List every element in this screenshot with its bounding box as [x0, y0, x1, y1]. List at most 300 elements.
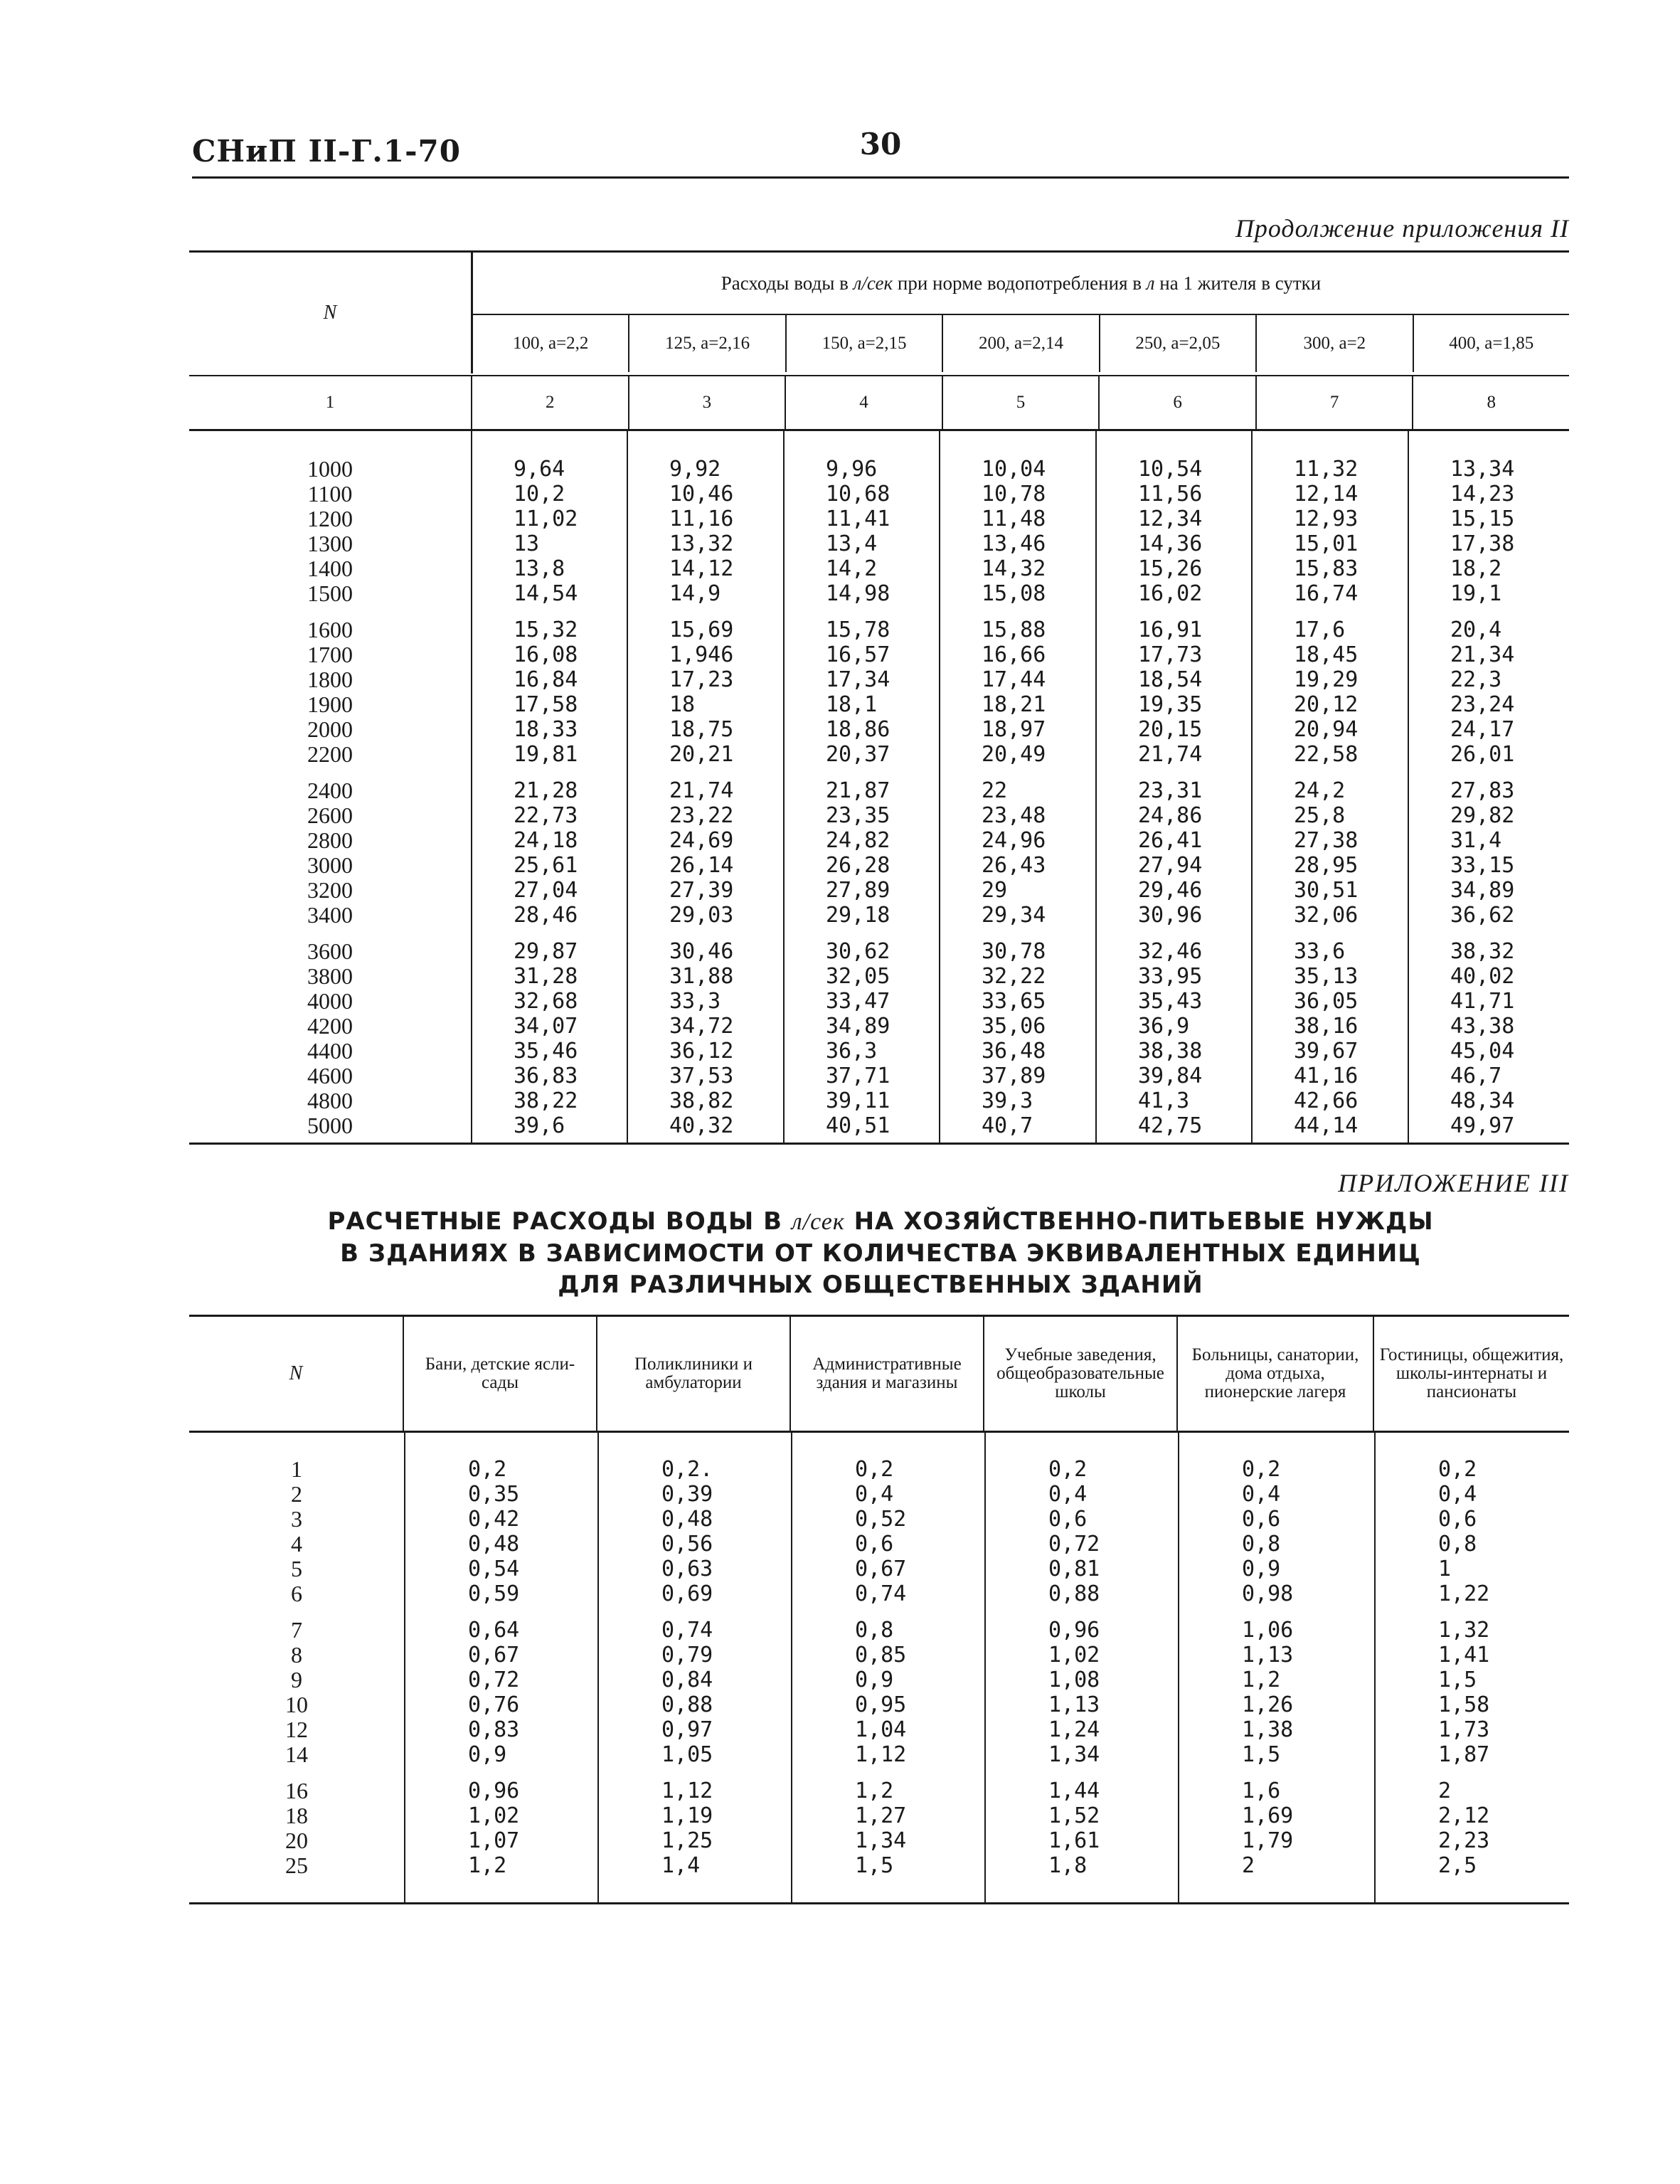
value-cell: 0,84: [661, 1668, 713, 1692]
row-n-cell: 3000: [307, 852, 353, 878]
table-row: [189, 828, 1569, 853]
value-cell: 0,63: [661, 1557, 713, 1581]
value-cell: 0,8: [855, 1618, 894, 1643]
value-cell: 22,3: [1450, 667, 1502, 692]
title-line-1-unit: л/сек: [791, 1209, 845, 1235]
value-cell: 33,3: [669, 989, 721, 1014]
title-line-1-post: НА ХОЗЯЙСТВЕННО-ПИТЬЕВЫЕ НУЖДЫ: [844, 1207, 1434, 1236]
table-row: [189, 1507, 1569, 1532]
group-header-text: [721, 272, 1321, 295]
value-cell: 24,96: [982, 828, 1046, 853]
row-group: [189, 1457, 1569, 1606]
value-cell: 24,18: [514, 828, 578, 853]
table-row: [189, 778, 1569, 803]
value-cell: 14,36: [1138, 531, 1203, 556]
row-n-cell: 1900: [307, 691, 353, 717]
table-row: [189, 1742, 1569, 1767]
value-cell: 27,89: [826, 878, 890, 903]
value-cell: 43,38: [1450, 1014, 1515, 1039]
group-header-post: на 1 жителя в сутки: [1154, 272, 1322, 294]
value-cell: 1,26: [1242, 1692, 1294, 1717]
value-cell: 2,12: [1438, 1803, 1490, 1828]
value-cell: 2,23: [1438, 1828, 1490, 1853]
value-cell: 34,89: [1450, 878, 1515, 903]
value-cell: 39,84: [1138, 1064, 1203, 1088]
appendix-label: ПРИЛОЖЕНИЕ III: [1338, 1169, 1569, 1197]
value-cell: 17,73: [1138, 642, 1203, 667]
value-cell: 19,1: [1450, 581, 1502, 606]
title-line-1-pre: РАСЧЕТНЫЕ РАСХОДЫ ВОДЫ В: [327, 1207, 792, 1236]
value-cell: 0,2: [1048, 1457, 1088, 1482]
value-cell: 22: [982, 778, 1008, 803]
column-header: Учебные заведения, общеобразовательные школы: [984, 1317, 1178, 1431]
value-cell: 0,2.: [661, 1457, 713, 1482]
value-cell: 18,2: [1450, 556, 1502, 581]
value-cell: 0,59: [468, 1581, 520, 1606]
value-cell: 18,75: [669, 717, 734, 742]
value-cell: 9,64: [514, 457, 565, 482]
row-n-cell: 4200: [307, 1013, 353, 1039]
n-column-header: N: [189, 1317, 404, 1431]
column-header: Больницы, санатории, дома отдыха, пионерские лагеря: [1178, 1317, 1374, 1431]
value-cell: 0,8: [1242, 1532, 1281, 1557]
value-cell: 0,2: [855, 1457, 894, 1482]
value-cell: 0,79: [661, 1643, 713, 1668]
value-cell: 20,21: [669, 742, 734, 767]
table-row: [189, 1853, 1569, 1878]
value-cell: 0,6: [1242, 1507, 1281, 1532]
value-cell: 10,54: [1138, 457, 1203, 482]
value-cell: 0,48: [661, 1507, 713, 1532]
value-cell: 12,14: [1294, 482, 1359, 507]
column-number-row: [189, 375, 1569, 429]
row-n-cell: 2400: [307, 778, 353, 803]
row-n-cell: 1100: [307, 481, 353, 507]
value-cell: 0,8: [1438, 1532, 1477, 1557]
value-cell: 2: [1242, 1853, 1255, 1878]
row-n-cell: 1400: [307, 556, 353, 581]
row-group: [189, 1618, 1569, 1767]
value-cell: 0,2: [1242, 1457, 1281, 1482]
row-n-cell: 3200: [307, 877, 353, 903]
table-row: [189, 617, 1569, 642]
row-n-cell: 4: [291, 1531, 302, 1557]
value-cell: 20,15: [1138, 717, 1203, 742]
value-cell: 31,88: [669, 964, 734, 989]
value-cell: 18,86: [826, 717, 890, 742]
value-cell: 39,11: [826, 1088, 890, 1113]
value-cell: 13,46: [982, 531, 1046, 556]
value-cell: 0,72: [1048, 1532, 1100, 1557]
table-row: [189, 1668, 1569, 1692]
value-cell: 30,51: [1294, 878, 1359, 903]
column-number: 5: [943, 376, 1100, 429]
value-cell: 1,12: [855, 1742, 907, 1767]
value-cell: 21,28: [514, 778, 578, 803]
table-row: [189, 1532, 1569, 1557]
row-n-cell: 1700: [307, 642, 353, 667]
value-cell: 32,06: [1294, 903, 1359, 928]
value-cell: 11,56: [1138, 482, 1203, 507]
table-row: [189, 1779, 1569, 1803]
value-cell: 0,67: [468, 1643, 520, 1668]
value-cell: 40,32: [669, 1113, 734, 1138]
column-header: Бани, детские ясли-сады: [404, 1317, 597, 1431]
table-row: [189, 1581, 1569, 1606]
value-cell: 0,74: [855, 1581, 907, 1606]
value-cell: 27,04: [514, 878, 578, 903]
value-cell: 32,46: [1138, 939, 1203, 964]
value-cell: 1,79: [1242, 1828, 1294, 1853]
value-cell: 39,67: [1294, 1039, 1359, 1064]
value-cell: 30,62: [826, 939, 890, 964]
value-cell: 18,45: [1294, 642, 1359, 667]
value-cell: 22,58: [1294, 742, 1359, 767]
value-cell: 22,73: [514, 803, 578, 828]
subheader-cell: 400, a=1,85: [1449, 334, 1534, 353]
value-cell: 33,15: [1450, 853, 1515, 878]
value-cell: 26,28: [826, 853, 890, 878]
value-cell: 33,95: [1138, 964, 1203, 989]
value-cell: 25,61: [514, 853, 578, 878]
value-cell: 49,97: [1450, 1113, 1515, 1138]
column-header: Гостиницы, общежития, школы-интернаты и пансионаты: [1379, 1345, 1564, 1401]
table-row: [189, 1828, 1569, 1853]
column-number: 7: [1257, 376, 1414, 429]
title-line-2: В ЗДАНИЯХ В ЗАВИСИМОСТИ ОТ КОЛИЧЕСТВА ЭКВИВАЛЕНТНЫХ ЕДИНИЦ: [340, 1239, 1421, 1268]
value-cell: 17,34: [826, 667, 890, 692]
value-cell: 1,946: [669, 642, 734, 667]
column-number: 3: [629, 376, 787, 429]
row-n-cell: 16: [285, 1778, 308, 1803]
value-cell: 1,5: [855, 1853, 894, 1878]
table-row: [189, 507, 1569, 531]
table-body: [189, 431, 1569, 1145]
row-n-cell: 12: [285, 1717, 308, 1742]
value-cell: 1,44: [1048, 1779, 1100, 1803]
row-n-cell: 3: [291, 1506, 302, 1532]
value-cell: 46,7: [1450, 1064, 1502, 1088]
value-cell: 27,38: [1294, 828, 1359, 853]
value-cell: 34,89: [826, 1014, 890, 1039]
value-cell: 38,82: [669, 1088, 734, 1113]
value-cell: 28,46: [514, 903, 578, 928]
value-cell: 10,04: [982, 457, 1046, 482]
value-cell: 0,83: [468, 1717, 520, 1742]
subheader-cell: 300, a=2: [1257, 315, 1413, 372]
value-cell: 40,7: [982, 1113, 1033, 1138]
group-header-unit2: л: [1146, 272, 1155, 294]
value-cell: 32,05: [826, 964, 890, 989]
value-cell: 38,22: [514, 1088, 578, 1113]
value-cell: 1,61: [1048, 1828, 1100, 1853]
value-cell: 30,46: [669, 939, 734, 964]
column-number: 4: [786, 376, 943, 429]
row-group: [189, 778, 1569, 928]
value-cell: 15,88: [982, 617, 1046, 642]
subheader-cell: 150, a=2,15: [787, 315, 943, 372]
continuation-label: Продолжение приложения II: [1235, 214, 1569, 243]
table-row: [189, 878, 1569, 903]
value-cell: 27,83: [1450, 778, 1515, 803]
table-row: [189, 531, 1569, 556]
row-n-cell: 3800: [307, 963, 353, 989]
value-cell: 29: [982, 878, 1008, 903]
value-cell: 29,87: [514, 939, 578, 964]
group-header-unit: л/сек: [853, 272, 893, 294]
value-cell: 1,27: [855, 1803, 907, 1828]
table-row: [189, 1803, 1569, 1828]
value-cell: 1,52: [1048, 1803, 1100, 1828]
value-cell: 11,02: [514, 507, 578, 531]
value-cell: 35,13: [1294, 964, 1359, 989]
table-row: [189, 1692, 1569, 1717]
row-n-cell: 10: [285, 1692, 308, 1717]
value-cell: 14,98: [826, 581, 890, 606]
value-cell: 1,13: [1242, 1643, 1294, 1668]
page-number: 30: [859, 127, 902, 161]
value-cell: 13,4: [826, 531, 878, 556]
row-n-cell: 1200: [307, 506, 353, 531]
title-line-3: ДЛЯ РАЗЛИЧНЫХ ОБЩЕСТВЕННЫХ ЗДАНИЙ: [558, 1271, 1203, 1299]
value-cell: 29,18: [826, 903, 890, 928]
value-cell: 36,9: [1138, 1014, 1190, 1039]
value-cell: 24,82: [826, 828, 890, 853]
value-cell: 1,32: [1438, 1618, 1490, 1643]
value-cell: 0,48: [468, 1532, 520, 1557]
value-cell: 24,2: [1294, 778, 1346, 803]
document-code: СНиП II-Г.1-70: [192, 134, 461, 169]
value-cell: 1,41: [1438, 1643, 1490, 1668]
table-row: [189, 556, 1569, 581]
table-row: [189, 1064, 1569, 1088]
value-cell: 38,38: [1138, 1039, 1203, 1064]
value-cell: 23,22: [669, 803, 734, 828]
value-cell: 0,4: [1048, 1482, 1088, 1507]
value-cell: 0,67: [855, 1557, 907, 1581]
value-cell: 14,9: [669, 581, 721, 606]
value-cell: 16,02: [1138, 581, 1203, 606]
value-cell: 36,62: [1450, 903, 1515, 928]
row-n-cell: 2800: [307, 827, 353, 853]
value-cell: 48,34: [1450, 1088, 1515, 1113]
value-cell: 0,56: [661, 1532, 713, 1557]
row-n-cell: 3600: [307, 938, 353, 964]
row-n-cell: 6: [291, 1581, 302, 1606]
value-cell: 24,17: [1450, 717, 1515, 742]
row-n-cell: 14: [285, 1742, 308, 1767]
value-cell: 0,98: [1242, 1581, 1294, 1606]
value-cell: 10,2: [514, 482, 565, 507]
table-row: [189, 457, 1569, 482]
value-cell: 15,15: [1450, 507, 1515, 531]
value-cell: 0,4: [1242, 1482, 1281, 1507]
value-cell: 13,8: [514, 556, 565, 581]
value-cell: 17,44: [982, 667, 1046, 692]
value-cell: 36,05: [1294, 989, 1359, 1014]
water-consumption-table-public: [189, 1315, 1569, 1904]
table-header: [189, 1317, 1569, 1433]
value-cell: 20,94: [1294, 717, 1359, 742]
value-cell: 1,2: [855, 1779, 894, 1803]
value-cell: 24,69: [669, 828, 734, 853]
table-row: [189, 742, 1569, 767]
table-header: [189, 253, 1569, 431]
value-cell: 1,5: [1438, 1668, 1477, 1692]
value-cell: 1,73: [1438, 1717, 1490, 1742]
value-cell: 40,02: [1450, 964, 1515, 989]
value-cell: 1,69: [1242, 1803, 1294, 1828]
value-cell: 20,37: [826, 742, 890, 767]
value-cell: 34,07: [514, 1014, 578, 1039]
value-cell: 16,66: [982, 642, 1046, 667]
value-cell: 0,88: [1048, 1581, 1100, 1606]
value-cell: 0,39: [661, 1482, 713, 1507]
value-cell: 1,07: [468, 1828, 520, 1853]
value-cell: 0,96: [468, 1779, 520, 1803]
value-cell: 0,35: [468, 1482, 520, 1507]
table-row: [189, 1643, 1569, 1668]
water-consumption-table-residential: [189, 250, 1569, 1145]
value-cell: 0,9: [468, 1742, 507, 1767]
table-row: [189, 692, 1569, 717]
value-cell: 38,32: [1450, 939, 1515, 964]
value-cell: 26,41: [1138, 828, 1203, 853]
value-cell: 0,64: [468, 1618, 520, 1643]
row-n-cell: 2: [291, 1481, 302, 1507]
table-body: [189, 1433, 1569, 1904]
value-cell: 29,46: [1138, 878, 1203, 903]
value-cell: 14,23: [1450, 482, 1515, 507]
title-line-1: [192, 1206, 1569, 1238]
value-cell: 41,3: [1138, 1088, 1190, 1113]
value-cell: 1,22: [1438, 1581, 1490, 1606]
column-number: 6: [1100, 376, 1257, 429]
value-cell: 1,24: [1048, 1717, 1100, 1742]
value-cell: 26,14: [669, 853, 734, 878]
value-cell: 0,52: [855, 1507, 907, 1532]
value-cell: 30,96: [1138, 903, 1203, 928]
table-row: [189, 903, 1569, 928]
value-cell: 11,16: [669, 507, 734, 531]
value-cell: 1,12: [661, 1779, 713, 1803]
table-row: [189, 989, 1569, 1014]
value-cell: 0,4: [1438, 1482, 1477, 1507]
value-cell: 12,93: [1294, 507, 1359, 531]
value-cell: 0,69: [661, 1581, 713, 1606]
value-cell: 36,83: [514, 1064, 578, 1088]
value-cell: 41,71: [1450, 989, 1515, 1014]
row-group: [189, 457, 1569, 606]
value-cell: 16,57: [826, 642, 890, 667]
value-cell: 27,94: [1138, 853, 1203, 878]
value-cell: 11,48: [982, 507, 1046, 531]
value-cell: 11,32: [1294, 457, 1359, 482]
value-cell: 0,2: [1438, 1457, 1477, 1482]
value-cell: 12,34: [1138, 507, 1203, 531]
value-cell: 23,35: [826, 803, 890, 828]
column-header: Административные здания и магазины: [791, 1317, 984, 1431]
row-group: [189, 617, 1569, 767]
value-cell: 11,41: [826, 507, 890, 531]
value-cell: 15,01: [1294, 531, 1359, 556]
value-cell: 0,6: [1438, 1507, 1477, 1532]
value-cell: 0,81: [1048, 1557, 1100, 1581]
subheader-cell: 125, a=2,16: [629, 315, 786, 372]
subheader-row: [473, 315, 1569, 372]
row-n-cell: 20: [285, 1828, 308, 1853]
value-cell: 1,5: [1242, 1742, 1281, 1767]
row-n-cell: 7: [291, 1617, 302, 1643]
n-column-header: N: [189, 253, 473, 373]
row-group: [189, 939, 1569, 1138]
value-cell: 1,06: [1242, 1618, 1294, 1643]
row-n-cell: 3400: [307, 902, 353, 928]
value-cell: 0,72: [468, 1668, 520, 1692]
row-n-cell: 1600: [307, 617, 353, 642]
table-row: [189, 803, 1569, 828]
row-n-cell: 25: [285, 1852, 308, 1878]
table-row: [189, 1557, 1569, 1581]
value-cell: 29,82: [1450, 803, 1515, 828]
value-cell: 33,6: [1294, 939, 1346, 964]
table-row: [189, 717, 1569, 742]
value-cell: 21,74: [669, 778, 734, 803]
value-cell: 35,46: [514, 1039, 578, 1064]
value-cell: 17,38: [1450, 531, 1515, 556]
row-group: [189, 1779, 1569, 1878]
table-row: [189, 1014, 1569, 1039]
value-cell: 17,23: [669, 667, 734, 692]
value-cell: 23,24: [1450, 692, 1515, 717]
column-number: 2: [472, 376, 629, 429]
value-cell: 0,54: [468, 1557, 520, 1581]
value-cell: 24,86: [1138, 803, 1203, 828]
value-cell: 1,05: [661, 1742, 713, 1767]
value-cell: 19,81: [514, 742, 578, 767]
column-header: Поликлиники и амбулатории: [597, 1317, 791, 1431]
group-header: [473, 253, 1569, 315]
value-cell: 38,16: [1294, 1014, 1359, 1039]
value-cell: 2: [1438, 1779, 1452, 1803]
value-cell: 13,32: [669, 531, 734, 556]
value-cell: 40,51: [826, 1113, 890, 1138]
value-cell: 1,2: [1242, 1668, 1281, 1692]
table-row: [189, 1618, 1569, 1643]
value-cell: 1,6: [1242, 1779, 1281, 1803]
value-cell: 37,53: [669, 1064, 734, 1088]
value-cell: 45,04: [1450, 1039, 1515, 1064]
value-cell: 37,89: [982, 1064, 1046, 1088]
value-cell: 42,66: [1294, 1088, 1359, 1113]
table-row: [189, 581, 1569, 606]
value-cell: 35,06: [982, 1014, 1046, 1039]
row-n-cell: 1000: [307, 456, 353, 482]
value-cell: 19,35: [1138, 692, 1203, 717]
value-cell: 21,87: [826, 778, 890, 803]
value-cell: 1,2: [468, 1853, 507, 1878]
value-cell: 18,1: [826, 692, 878, 717]
value-cell: 1,34: [1048, 1742, 1100, 1767]
table-row: [189, 1457, 1569, 1482]
value-cell: 39,6: [514, 1113, 565, 1138]
value-cell: 10,46: [669, 482, 734, 507]
table-row: [189, 853, 1569, 878]
value-cell: 16,91: [1138, 617, 1203, 642]
value-cell: 32,22: [982, 964, 1046, 989]
value-cell: 44,14: [1294, 1113, 1359, 1138]
table-row: [189, 939, 1569, 964]
